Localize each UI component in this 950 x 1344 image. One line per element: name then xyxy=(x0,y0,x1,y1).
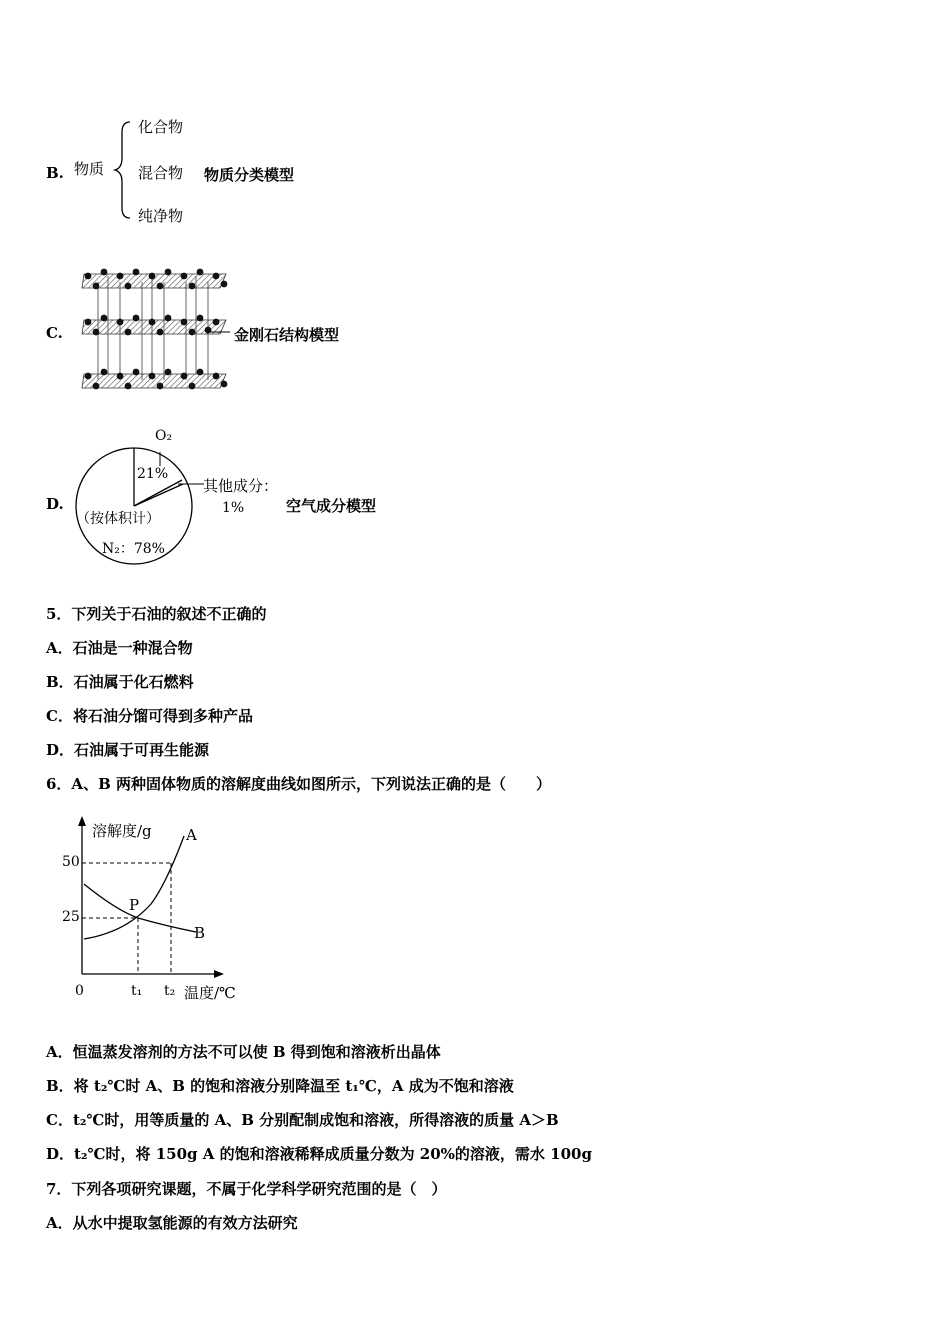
classification-item-pure: 纯净物 xyxy=(138,207,184,225)
curve-a xyxy=(84,836,184,939)
pie-other-label: 其他成分： xyxy=(203,477,279,495)
question-6-stem: 6．A、B 两种固体物质的溶解度曲线如图所示，下列说法正确的是（ ） xyxy=(46,775,551,793)
option-d-label: 空气成分模型 xyxy=(286,497,377,515)
q6-option-d: D．t₂℃时，将 150g A 的饱和溶液稀释成质量分数为 20%的溶液，需水 100g xyxy=(46,1145,592,1163)
graph-xlabel: 温度/℃ xyxy=(184,984,236,1002)
option-b-label: 物质分类模型 xyxy=(204,166,295,184)
graph-y-tick-50: 50 xyxy=(62,854,80,870)
graph-curve-b-label: B xyxy=(194,924,206,942)
q6-option-c: C．t₂℃时，用等质量的 A、B 分别配制成饱和溶液，所得溶液的质量 A＞B xyxy=(46,1111,559,1129)
q6-option-b: B．将 t₂℃时 A、B 的饱和溶液分别降温至 t₁℃，A 成为不饱和溶液 xyxy=(46,1077,514,1095)
pie-o2-label: O₂ xyxy=(155,428,173,444)
q5-option-b: B．石油属于化石燃料 xyxy=(46,673,194,691)
graph-y-tick-25: 25 xyxy=(62,909,80,925)
q6-option-a: A．恒温蒸发溶剂的方法不可以使 B 得到饱和溶液析出晶体 xyxy=(46,1043,441,1061)
q7-option-a: A．从水中提取氢能源的有效方法研究 xyxy=(46,1214,298,1232)
pie-other-percent: 1% xyxy=(222,500,245,516)
solubility-curve-graph xyxy=(56,814,246,1004)
pie-method-note: （按体积计） xyxy=(76,511,160,527)
graph-curve-a-label: A xyxy=(186,826,197,844)
curve-b xyxy=(84,884,196,932)
graph-point-p: P xyxy=(129,896,140,914)
option-b-letter: B. xyxy=(46,164,64,182)
question-7-stem: 7．下列各项研究课题，不属于化学科学研究范围的是（ ） xyxy=(46,1180,447,1198)
option-d-letter: D. xyxy=(46,495,64,513)
classification-item-mixture: 混合物 xyxy=(138,164,184,182)
graph-x-tick-t2: t₂ xyxy=(164,983,176,999)
curly-brace-icon xyxy=(112,118,136,222)
classification-item-compound: 化合物 xyxy=(138,118,184,136)
pie-n2-label: N₂：78% xyxy=(102,541,165,557)
question-5-stem: 5．下列关于石油的叙述不正确的 xyxy=(46,605,267,623)
classification-root: 物质 xyxy=(74,160,105,178)
graph-ylabel: 溶解度/g xyxy=(92,822,152,840)
graph-origin: 0 xyxy=(75,983,84,999)
layer-structure-diagram xyxy=(80,262,230,398)
q5-option-a: A．石油是一种混合物 xyxy=(46,639,193,657)
option-c-label: 金刚石结构模型 xyxy=(234,326,340,344)
option-c-letter: C. xyxy=(46,324,63,342)
graph-x-tick-t1: t₁ xyxy=(131,983,143,999)
q5-option-d: D．石油属于可再生能源 xyxy=(46,741,210,759)
pie-o2-percent: 21% xyxy=(137,466,169,482)
q5-option-c: C．将石油分馏可得到多种产品 xyxy=(46,707,253,725)
